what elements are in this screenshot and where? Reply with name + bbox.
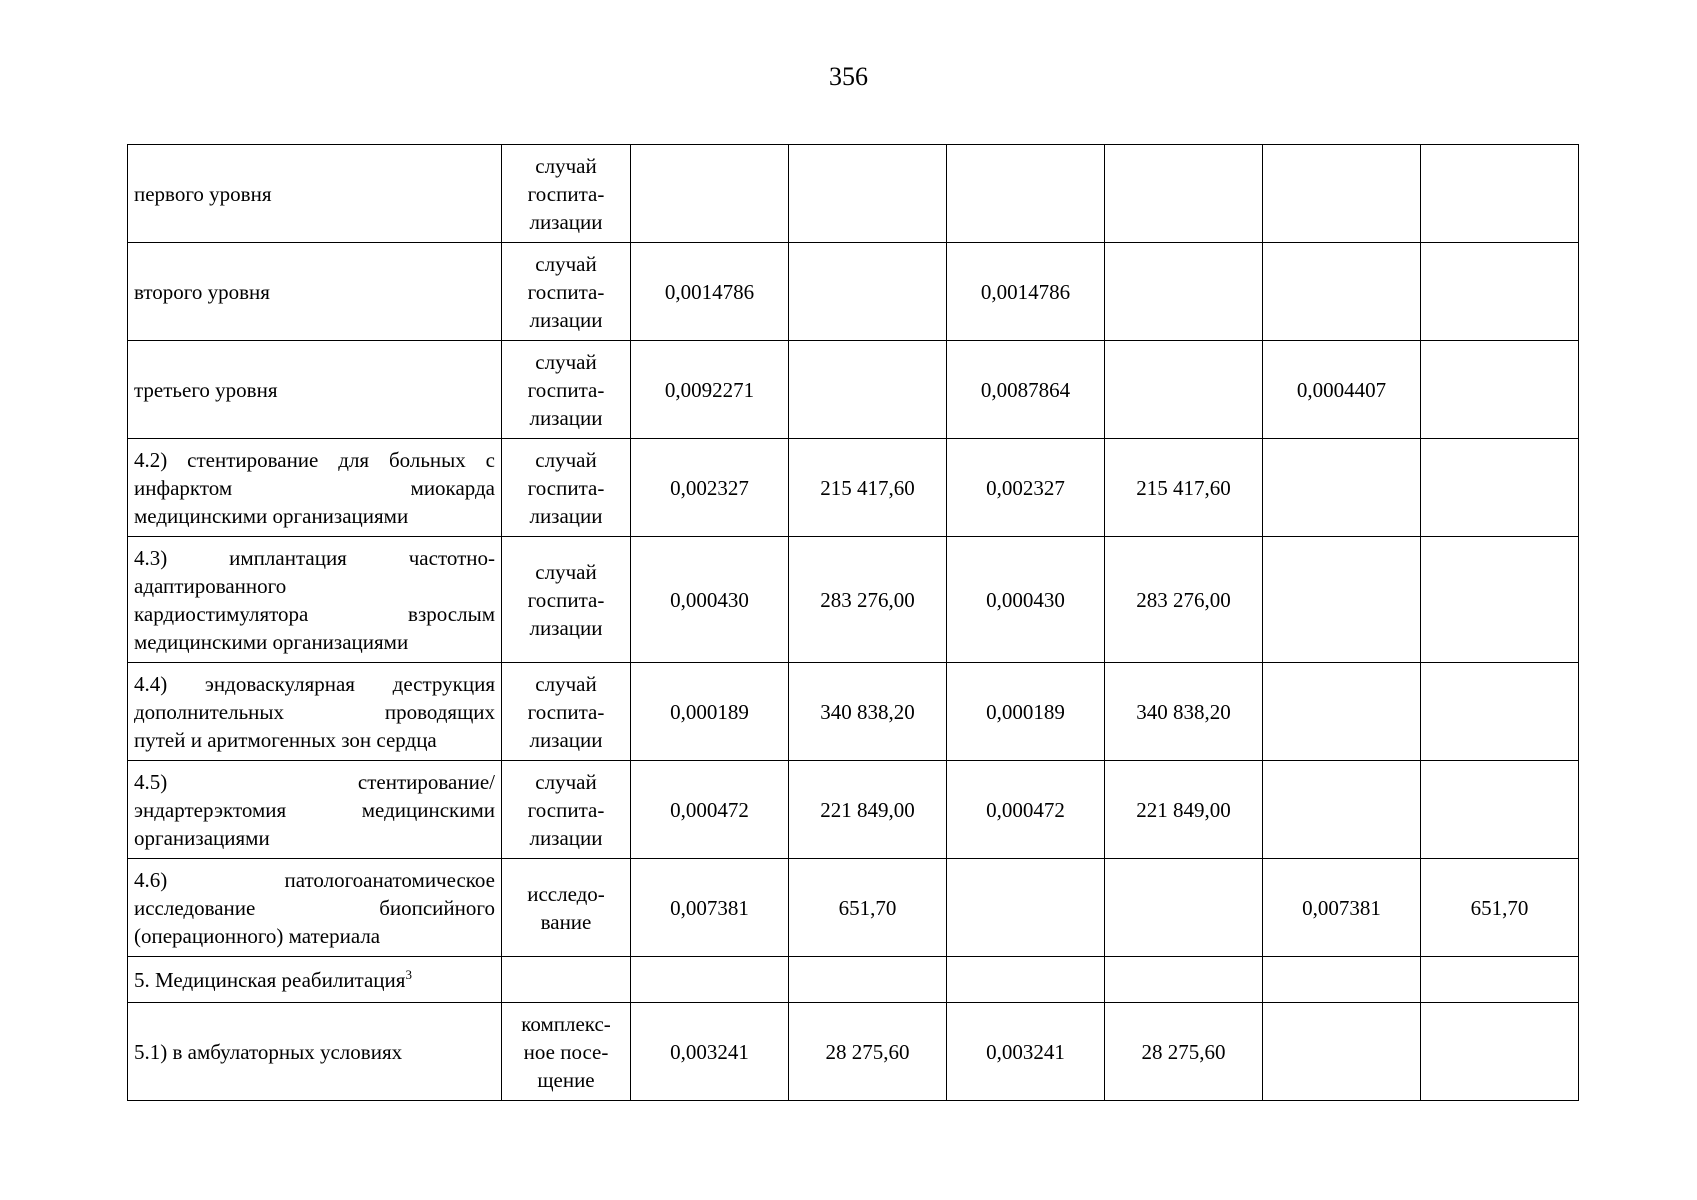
- value-cell: [1421, 341, 1579, 439]
- cell-text: 0,000430: [670, 587, 749, 612]
- cell-text: 0,007381: [670, 895, 749, 920]
- cell-text: 221 849,00: [820, 797, 915, 822]
- row-label-cell: [128, 341, 502, 439]
- value-cell: [1263, 243, 1421, 341]
- cell-text: 215 417,60: [1136, 475, 1231, 500]
- value-cell: [631, 341, 789, 439]
- cell-text: 0,0087864: [980, 377, 1071, 402]
- table-row: [128, 663, 1579, 761]
- unit-cell: [502, 145, 631, 243]
- value-cell: [947, 439, 1105, 537]
- unit-cell: [502, 1003, 631, 1101]
- cell-text: лизации: [529, 615, 603, 640]
- row-label-cell: [128, 859, 502, 957]
- cell-text: 340 838,20: [820, 699, 915, 724]
- cell-text: медицинскими организациями: [134, 629, 409, 654]
- value-cell: [631, 537, 789, 663]
- cell-text: 0,003241: [670, 1039, 749, 1064]
- value-cell: [1421, 1003, 1579, 1101]
- cell-text: 28 275,60: [825, 1039, 910, 1064]
- cell-text: 0,000189: [670, 699, 749, 724]
- value-cell: [631, 761, 789, 859]
- cell-text: случай: [535, 671, 597, 696]
- cell-text: госпита-: [527, 699, 605, 724]
- value-cell: [631, 145, 789, 243]
- value-cell: [789, 859, 947, 957]
- cell-text: исследование биопсийного: [134, 895, 495, 920]
- value-cell: [1263, 341, 1421, 439]
- page-number: 356: [829, 62, 868, 91]
- cell-text: 651,70: [838, 895, 897, 920]
- value-cell: [631, 439, 789, 537]
- value-cell: [1263, 537, 1421, 663]
- value-cell: [1105, 761, 1263, 859]
- cell-text: 0,000472: [986, 797, 1065, 822]
- cell-text: лизации: [529, 405, 603, 430]
- value-cell: [1105, 537, 1263, 663]
- cell-text: лизации: [529, 209, 603, 234]
- value-cell: [947, 761, 1105, 859]
- value-cell: [631, 1003, 789, 1101]
- cell-text: 221 849,00: [1136, 797, 1231, 822]
- cell-text: случай: [535, 447, 597, 472]
- cell-text: лизации: [529, 727, 603, 752]
- cell-text: 0,002327: [986, 475, 1065, 500]
- unit-cell: [502, 957, 631, 1003]
- unit-cell: [502, 341, 631, 439]
- cell-text: 5. Медицинская реабилитация$^3$: [134, 966, 412, 992]
- data-table: [127, 144, 1579, 1101]
- cell-text: исследо-: [527, 881, 605, 906]
- row-label-cell: [128, 243, 502, 341]
- cell-text: медицинскими организациями: [134, 503, 409, 528]
- value-cell: [1105, 1003, 1263, 1101]
- unit-cell: [502, 859, 631, 957]
- cell-text: 4.4) эндоваскулярная деструкция: [134, 671, 495, 696]
- table-row: [128, 439, 1579, 537]
- unit-cell: [502, 439, 631, 537]
- cell-text: 0,0014786: [664, 279, 755, 304]
- value-cell: [789, 537, 947, 663]
- cell-text: 0,000189: [986, 699, 1065, 724]
- cell-text: госпита-: [527, 279, 605, 304]
- cell-text: 0,000430: [986, 587, 1065, 612]
- unit-cell: [502, 663, 631, 761]
- unit-cell: [502, 761, 631, 859]
- row-label-cell: [128, 439, 502, 537]
- value-cell: [789, 761, 947, 859]
- value-cell: [631, 859, 789, 957]
- value-cell: [947, 145, 1105, 243]
- cell-text: 4.5) стентирование/: [134, 769, 495, 794]
- cell-text: щение: [537, 1067, 595, 1092]
- unit-cell: [502, 537, 631, 663]
- table-row: [128, 145, 1579, 243]
- value-cell: [789, 243, 947, 341]
- table-row: [128, 957, 1579, 1003]
- value-cell: [1263, 859, 1421, 957]
- value-cell: [1105, 243, 1263, 341]
- table-row: [128, 243, 1579, 341]
- footnote-mark: 3: [405, 966, 412, 982]
- value-cell: [947, 859, 1105, 957]
- cell-text: 0,007381: [1302, 895, 1381, 920]
- cell-text: кардиостимулятора взрослым: [134, 601, 495, 626]
- cell-text: 215 417,60: [820, 475, 915, 500]
- value-cell: [789, 663, 947, 761]
- cell-text: случай: [535, 769, 597, 794]
- row-label-cell: [128, 957, 502, 1003]
- cell-text: 0,0014786: [980, 279, 1071, 304]
- cell-text: лизации: [529, 503, 603, 528]
- table-row: [128, 1003, 1579, 1101]
- cell-text: 283 276,00: [820, 587, 915, 612]
- row-label-cell: [128, 663, 502, 761]
- value-cell: [947, 663, 1105, 761]
- cell-text: госпита-: [527, 797, 605, 822]
- cell-text: (операционного) материала: [134, 923, 381, 948]
- value-cell: [789, 957, 947, 1003]
- value-cell: [1263, 145, 1421, 243]
- value-cell: [1421, 439, 1579, 537]
- value-cell: [947, 243, 1105, 341]
- cell-text: случай: [535, 349, 597, 374]
- value-cell: [1105, 439, 1263, 537]
- value-cell: [1263, 439, 1421, 537]
- table-row: [128, 341, 1579, 439]
- cell-text: первого уровня: [134, 181, 272, 206]
- value-cell: [631, 957, 789, 1003]
- cell-text: случай: [535, 153, 597, 178]
- cell-text: госпита-: [527, 181, 605, 206]
- value-cell: [789, 341, 947, 439]
- cell-text: вание: [540, 909, 592, 934]
- value-cell: [1421, 859, 1579, 957]
- value-cell: [1105, 341, 1263, 439]
- value-cell: [947, 1003, 1105, 1101]
- value-cell: [947, 341, 1105, 439]
- value-cell: [1421, 145, 1579, 243]
- value-cell: [789, 439, 947, 537]
- cell-text: дополнительных проводящих: [134, 699, 495, 724]
- cell-text: лизации: [529, 307, 603, 332]
- cell-text: 651,70: [1470, 895, 1529, 920]
- cell-text: лизации: [529, 825, 603, 850]
- cell-text: комплекс-: [521, 1011, 611, 1036]
- unit-cell: [502, 243, 631, 341]
- value-cell: [789, 1003, 947, 1101]
- cell-text: 283 276,00: [1136, 587, 1231, 612]
- row-label-cell: [128, 1003, 502, 1101]
- cell-text: третьего уровня: [134, 377, 278, 402]
- cell-text: 340 838,20: [1136, 699, 1231, 724]
- value-cell: [1263, 1003, 1421, 1101]
- cell-text: организациями: [134, 825, 270, 850]
- cell-text: ное посе-: [523, 1039, 609, 1064]
- value-cell: [1421, 663, 1579, 761]
- row-label-cell: [128, 537, 502, 663]
- table-row: [128, 859, 1579, 957]
- value-cell: [1421, 761, 1579, 859]
- cell-text: госпита-: [527, 587, 605, 612]
- value-cell: [1263, 761, 1421, 859]
- value-cell: [1263, 957, 1421, 1003]
- cell-text: 5.1) в амбулаторных условиях: [134, 1039, 403, 1064]
- cell-text: случай: [535, 251, 597, 276]
- value-cell: [1105, 663, 1263, 761]
- value-cell: [1105, 859, 1263, 957]
- value-cell: [1105, 957, 1263, 1003]
- cell-text: эндартерэктомия медицинскими: [134, 797, 495, 822]
- cell-text: 0,003241: [986, 1039, 1065, 1064]
- cell-text: 0,0092271: [664, 377, 755, 402]
- cell-text: инфарктом миокарда: [134, 475, 495, 500]
- cell-text: 0,002327: [670, 475, 749, 500]
- value-cell: [1263, 663, 1421, 761]
- value-cell: [1421, 537, 1579, 663]
- value-cell: [631, 243, 789, 341]
- value-cell: [789, 145, 947, 243]
- cell-text: адаптированного: [134, 573, 287, 598]
- table-row: [128, 761, 1579, 859]
- cell-text: путей и аритмогенных зон сердца: [134, 727, 437, 752]
- cell-text: 4.6) патологоанатомическое: [134, 867, 495, 892]
- value-cell: [1421, 957, 1579, 1003]
- cell-text: 0,0004407: [1296, 377, 1387, 402]
- value-cell: [947, 537, 1105, 663]
- value-cell: [947, 957, 1105, 1003]
- cell-text: случай: [535, 559, 597, 584]
- table-row: [128, 537, 1579, 663]
- cell-text: 0,000472: [670, 797, 749, 822]
- cell-text: второго уровня: [134, 279, 270, 304]
- cell-text: госпита-: [527, 377, 605, 402]
- value-cell: [631, 663, 789, 761]
- value-cell: [1421, 243, 1579, 341]
- cell-text: 4.3) имплантация частотно-: [134, 545, 495, 570]
- row-label-cell: [128, 145, 502, 243]
- cell-text: госпита-: [527, 475, 605, 500]
- row-label-cell: [128, 761, 502, 859]
- cell-text: 4.2) стентирование для больных с: [134, 447, 495, 472]
- value-cell: [1105, 145, 1263, 243]
- cell-text: 28 275,60: [1141, 1039, 1226, 1064]
